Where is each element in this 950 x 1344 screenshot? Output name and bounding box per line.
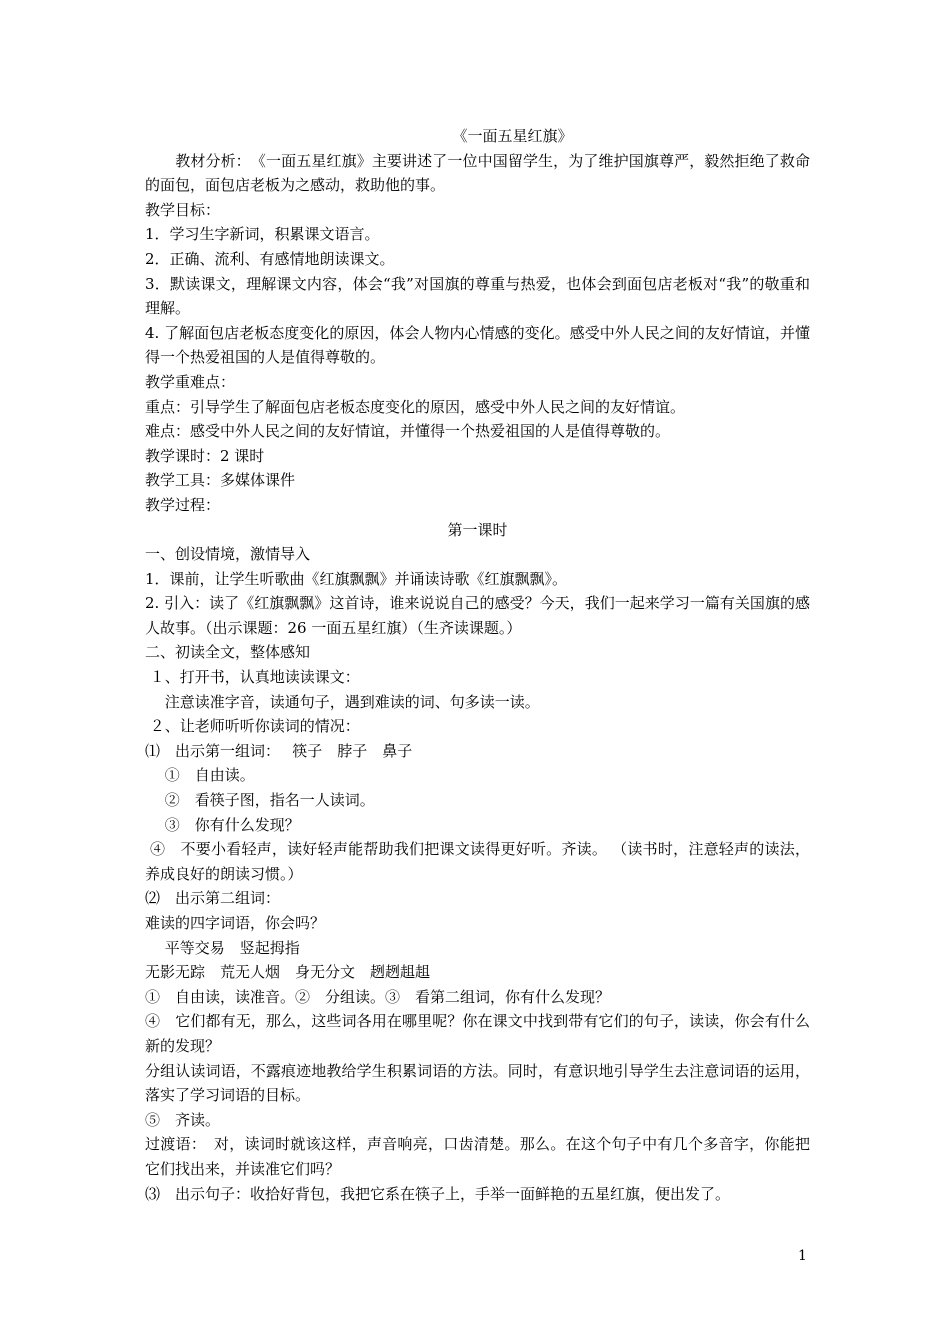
text-line: 重点：引导学生了解面包店老板态度变化的原因，感受中外人民之间的友好情谊。 xyxy=(145,397,686,416)
intro-section xyxy=(145,149,810,518)
section-title: 第一课时 xyxy=(447,520,508,539)
text-line: 平等交易 竖起拇指 xyxy=(145,938,300,957)
text-line: 教学课时：2 课时 xyxy=(145,446,265,465)
text-line: 1．课前，让学生听歌曲《红旗飘飘》并诵读诗歌《红旗飘飘》。 xyxy=(145,569,568,588)
lesson-section xyxy=(145,542,810,1206)
text-line: 教材分析： 《一面五星红旗》主要讲述了一位中国留学生，为了维护国旗尊严，毅然拒绝了救命的面包，面包店老板为之感动，救助他的事。 xyxy=(145,151,810,195)
text-line: 难读的四字词语，你会吗？ xyxy=(145,914,326,932)
text-line: 教学工具：多媒体课件 xyxy=(145,471,296,490)
text-line: 教学目标： xyxy=(145,200,221,219)
text-line: ⑵ 出示第二组词： xyxy=(145,889,281,908)
text-line: 注意读准字音，读通句子，遇到难读的词、句多读一读。 xyxy=(145,692,540,711)
text-line: 二、初读全文，整体感知 xyxy=(145,643,311,662)
text-line: 教学重难点： xyxy=(145,372,236,391)
text-line: 难点：感受中外人民之间的友好情谊，并懂得一个热爱祖国的人是值得尊敬的。 xyxy=(145,422,671,441)
text-line: ④ 不要小看轻声，读好轻声能帮助我们把课文读得更好听。齐读。 （读书时，注意轻声的读法，养成良好的朗读习惯。） xyxy=(145,840,810,883)
text-line: ⑤ 齐读。 xyxy=(145,1110,221,1129)
text-line: 4. 了解面包店老板态度变化的原因，体会人物内心情感的变化。感受中外人民之间的友好情谊，并懂得一个热爱祖国的人是值得尊敬的。 xyxy=(145,323,810,367)
text-line: 无影无踪 荒无人烟 身无分文 趔趔趄趄 xyxy=(145,963,431,982)
text-line: 过渡语： 对，读词时就该这样，声音响亮，口齿清楚。那么。在这个句子中有几个多音字，你能把它们找出来，并读准它们吗？ xyxy=(145,1135,810,1178)
text-line: ① 自由读。 xyxy=(145,766,255,785)
text-line: 3．默读课文，理解课文内容，体会“我”对国旗的尊重与热爱，也体会到面包店老板对“我”的敬重和理解。 xyxy=(145,274,810,318)
text-line: ② 看筷子图，指名一人读词。 xyxy=(145,791,375,810)
text-line: ２、让老师听听你读词的情况： xyxy=(145,717,360,736)
text-line: 教学过程： xyxy=(145,495,221,514)
text-line: ⑶ 出示句子：收拾好背包，我把它系在筷子上，手举一面鲜艳的五星红旗，便出发了。 xyxy=(145,1184,731,1203)
text-line: 一、创设情境，激情导入 xyxy=(145,545,311,564)
text-line: 2．正确、流利、有感情地朗读课文。 xyxy=(145,249,395,268)
text-line: ③ 你有什么发现？ xyxy=(145,815,300,834)
text-line: 1．学习生字新词，积累课文语言。 xyxy=(145,225,380,244)
text-line: １、打开书，认真地读读课文： xyxy=(145,668,360,687)
document-body xyxy=(145,124,810,1206)
text-line: ④ 它们都有无，那么，这些词各用在哪里呢？你在课文中找到带有它们的句子，读读，你会有什么新的发现？ xyxy=(145,1012,810,1055)
document-title: 《一面五星红旗》 xyxy=(452,127,573,145)
page-number: 1 xyxy=(798,1248,807,1264)
text-line: ⑴ 出示第一组词： 筷子 脖子 鼻子 xyxy=(145,741,413,760)
text-line: 2. 引入：读了《红旗飘飘》这首诗，谁来说说自己的感受？今天，我们一起来学习一篇有关国旗的感人故事。（出示课题：26 一面五星红旗）（生齐读课题。） xyxy=(145,594,810,637)
text-line: ① 自由读，读准音。② 分组读。③ 看第二组词，你有什么发现？ xyxy=(145,987,611,1006)
text-line: 分组认读词语，不露痕迹地教给学生积累词语的方法。同时，有意识地引导学生去注意词语的运用，落实了学习词语的目标。 xyxy=(145,1061,810,1105)
